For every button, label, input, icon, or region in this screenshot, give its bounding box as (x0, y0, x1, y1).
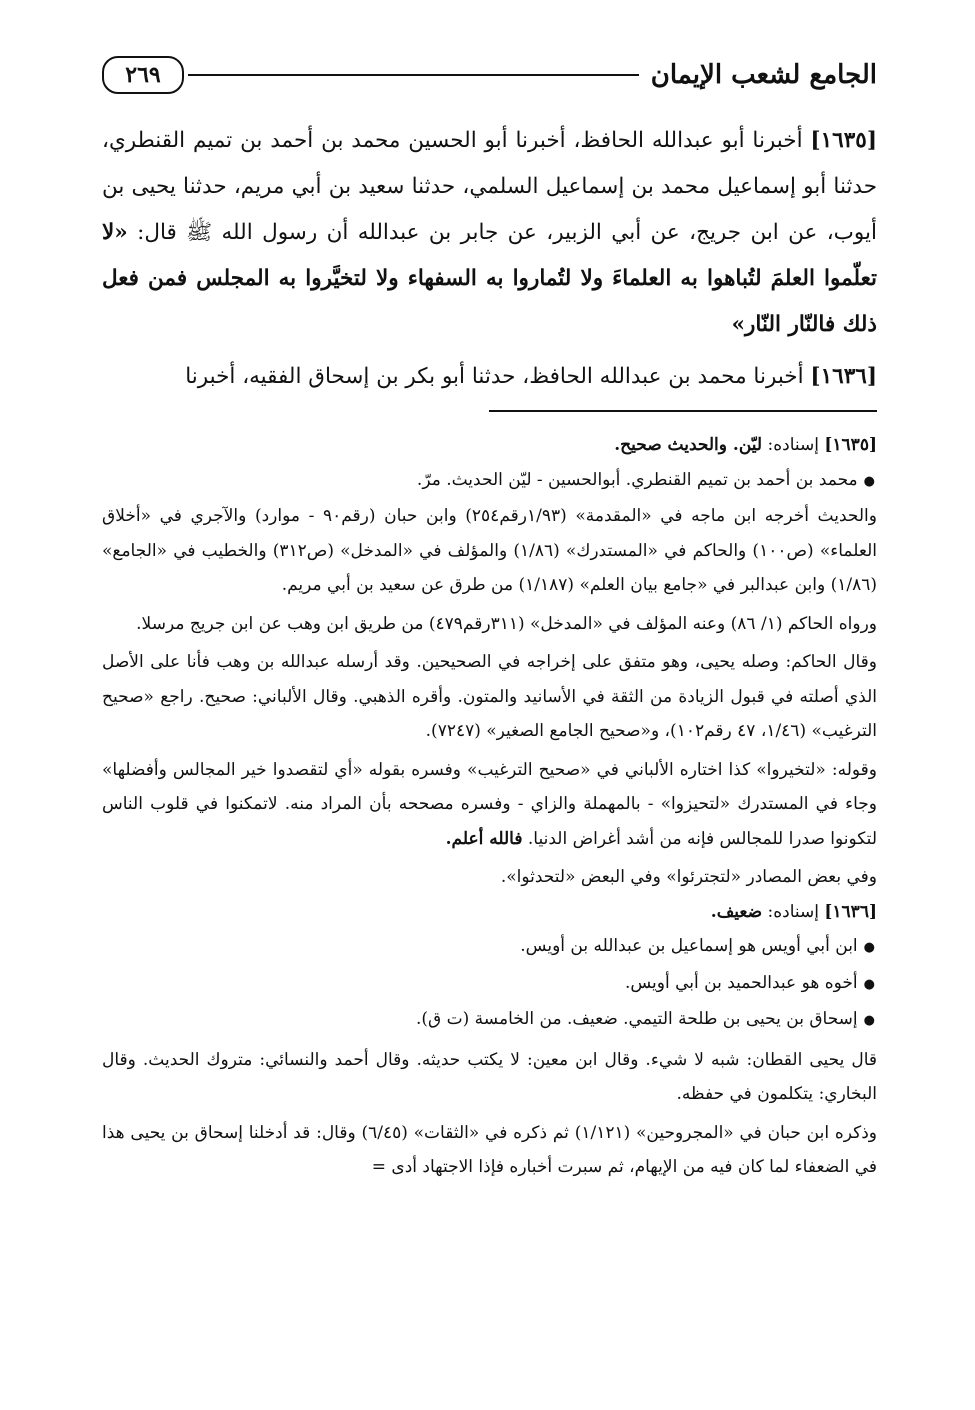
footnote-label: إسناده: (767, 901, 819, 922)
footnote-text: وقوله: «لتخيروا» كذا اختاره الألباني في «صحيح الترغيب» وفسره بقوله «أي لتقصدوا خير المجالس وأفضلها» وجاء في المستدرك «لتحيزوا» - بالمهملة والزاي - وفسره مصححه بأن المراد منه. لاتمكنوا في قلوب الناس لتكونوا صدرا للمجالس فإنه من أشد أغراض الدنيا. (102, 759, 877, 849)
footnote-label: إسناده: (767, 435, 819, 455)
footnote-paragraph: وقال الحاكم: وصله يحيى، وهو متفق على إخراجه في الصحيحين. وقد أرسله عبدالله بن وهب فأنا على الأصل الذي أصلته في قبول الزيادة من الثقة في الأسانيد والمتون. وأقره الذهبي. وقال الألباني: صحيح. راجع «صحيح الترغيب» (١/٤٦، ٤٧ رقم١٠٢)، و«صحيح الجامع الصغير» (٧٢٤٧). (102, 652, 877, 741)
header-rule (188, 74, 639, 76)
hadith-1635 (102, 118, 877, 348)
footnote-1636-heading (102, 895, 877, 930)
footnotes (102, 428, 877, 1185)
footnote-number: [١٦٣٦] (824, 901, 877, 922)
footnote-closing: فالله أعلم. (445, 828, 523, 849)
footnote-paragraph (102, 753, 877, 857)
hadith-number: [١٦٣٥] (810, 128, 877, 153)
hadith-number: [١٦٣٦] (810, 364, 877, 389)
main-text (102, 118, 877, 400)
footnote-grade: ليّن. والحديث صحيح. (614, 435, 763, 455)
footnote-grade: ضعيف. (710, 901, 763, 922)
footnote-1635-heading (102, 428, 877, 463)
page-number: ٢٦٩ (102, 56, 184, 94)
footnote-paragraph: والحديث أخرجه ابن ماجه في «المقدمة» (١/٩٣رقم٢٥٤) وابن حبان (رقم٩٠ - موارد) والآجري في «أخلاق العلماء» (ص١٠٠) والحاكم في «المستدرك» (١/٨٦) والمؤلف في «المدخل» (ص٣١٢) والخطيب في «الجامع» (١/٨٦) وابن عبدالبر في «جامع بيان العلم» (١/١٨٧) من طرق عن سعيد بن أبي مريم. (102, 506, 877, 595)
hadith-chain: أخبرنا محمد بن عبدالله الحافظ، حدثنا أبو بكر بن إسحاق الفقيه، أخبرنا (185, 364, 804, 389)
footnote-paragraph: وفي بعض المصادر «لتجترئوا» وفي البعض «لتحدثوا». (500, 867, 877, 887)
footnote-number: [١٦٣٥] (824, 435, 877, 455)
hadith-quote: «لا تعلّموا العلمَ لتُباهوا به العلماءَ ولا لتُماروا به السفهاء ولا لتخيَّروا به المجلس فمن فعل ذلك فالنّار النّار» (102, 220, 877, 337)
footnote-separator (489, 410, 877, 412)
running-title: الجامع لشعب الإيمان (650, 60, 877, 90)
footnote-paragraph: قال يحيى القطان: شبه لا شيء. وقال ابن معين: لا يكتب حديثه. وقال أحمد والنسائي: متروك الحديث. وقال البخاري: يتكلمون في حفظه. (102, 1049, 877, 1104)
hadith-chain: أخبرنا أبو عبدالله الحافظ، أخبرنا أبو الحسين محمد بن أحمد بن تميم القنطري، حدثنا أبو إسماعيل محمد بن إسماعيل السلمي، حدثنا سعيد بن أبي مريم، حدثنا يحيى بن أيوب، عن ابن جريج، عن أبي الزبير، عن جابر بن عبدالله أن رسول الله ﷺ قال: (102, 128, 877, 245)
footnote-bullet: ● أخوه هو عبدالحميد بن أبي أويس. (102, 966, 877, 1003)
hadith-1636 (102, 354, 877, 400)
footnote-bullet: ● محمد بن أحمد بن تميم القنطري. أبوالحسين - ليّن الحديث. مرّ. (102, 463, 877, 500)
footnote-bullet: ● ابن أبي أويس هو إسماعيل بن عبدالله بن أويس. (102, 929, 877, 966)
footnote-paragraph: وذكره ابن حبان في «المجروحين» (١/١٢١) ثم ذكره في «الثقات» (٦/٤٥) وقال: قد أدخلنا إسحاق بن يحيى هذا في الضعفاء لما كان فيه من الإيهام، ثم سبرت أخباره فإذا الاجتهاد أدى = (102, 1122, 877, 1177)
footnote-paragraph: ورواه الحاكم (١/ ٨٦) وعنه المؤلف في «المدخل» (٣١١رقم٤٧٩) من طريق ابن وهب عن ابن جريج مرسلا. (136, 613, 877, 634)
page-header (102, 52, 877, 98)
footnote-bullet: ● إسحاق بن يحيى بن طلحة التيمي. ضعيف. من الخامسة (ت ق). (102, 1002, 877, 1039)
